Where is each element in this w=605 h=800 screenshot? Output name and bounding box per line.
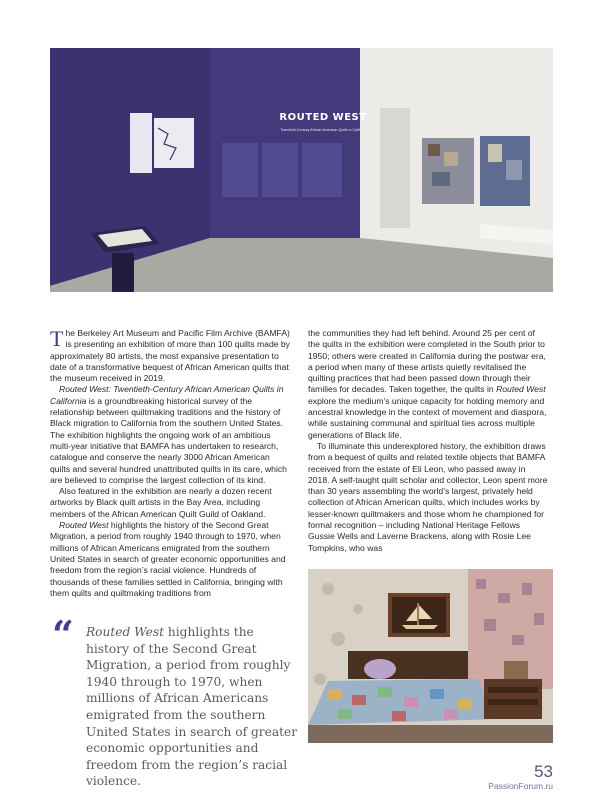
article-column-left [50,328,290,599]
page-number: 53 [534,762,553,781]
paragraph-bequest: To illuminate this underexplored history, the exhibition draws from a bequest of quilts and related textile objects that BAMFA received from the estate of Eli Leon, who passed away in 2018. A self-taught quilt scholar and collector, Leon spent more than 30 years assembling the world’s largest, privately held collection of African American quilts, which includes works by lesser-known quiltmakers and those whom he championed for formal recognition – including National Heritage Fellows Gussie Wells and Laverne Brackens, along with Rosie Lee Tompkins, who was [308,440,548,553]
wall-sign-title: ROUTED WEST [279,112,367,123]
article-column-right [308,328,548,554]
paragraph-migration-text: highlights the history of the Second Great Migration, a period from roughly 1940 through to 1970, when millions of African Americans emigrated from the southern United States in search of greater economic opportunities and freedom from the region’s racial violence. Hundreds of thousands of these families settled in California, bringing with them quilts and quiltmaking traditions from [50,520,286,598]
paragraph-communities [308,328,548,441]
paragraph-migration [50,520,290,599]
watermark-credit: PassionForum.ru [488,781,553,791]
paragraph-intro [50,328,290,384]
pull-quote-title: Routed West [86,625,165,639]
pull-quote [86,624,298,790]
paragraph-featured: Also featured in the exhibition are nearly a dozen recent artworks by Black quilt artists in the Bay Area, including members of the African American Quilt Guild of Oakland. [50,486,272,519]
pull-quote-text: highlights the history of the Second Great Migration, a period from roughly 1940 through to 1970, when millions of African Americans emigrated from the southern United States in search of greater economic opportunities and freedom from the region’s racial violence. [86,625,298,789]
wall-sign-subtitle: Twentieth-Century African American Quilts in California [280,128,368,132]
exhibition-title-inline: Routed West [496,384,546,395]
exhibition-title-short: Routed West [59,520,109,531]
bedroom-installation-photo [308,569,553,743]
gallery-illustration [50,48,553,292]
drop-cap: T [50,326,64,351]
exhibition-title-italic: Routed West: Twentieth-Century African American Quilts in California [50,384,284,406]
exhibition-gallery-photo [50,48,553,292]
bedroom-illustration [308,569,553,743]
paragraph-survey-text: is a groundbreaking historical survey of the relationship between quiltmaking traditions and the history of Black migration to California from the southern United States. The exhibition highlights the ongoing work of an ambitious multi-year initiative that BAMFA has undertaken to research, catalogue and conserve the nearly 3000 African American quilts and several hundred unattributed quilts in its care, which are believed to comprise the largest collection of its kind. [50,395,287,485]
quote-mark-icon: “ [52,612,74,657]
paragraph-survey [50,384,290,486]
paragraph-communities-a: the communities they had left behind. Around 25 per cent of the quilts in the exhibition were completed in the South prior to 1950; others were created in California during the postwar era, a period when many of these artists quietly revitalised the quilting practices that had been passed down through their families for decades. Taken together, the quilts in [308,328,546,395]
paragraph-intro-text: he Berkeley Art Museum and Pacific Film Archive (BAMFA) is presenting an exhibition of more than 100 quilts made by approximately 80 artists, the most expansive presentation to date of a transformative bequest of African American quilts that the museum received in 2019. [50,328,290,384]
paragraph-communities-b: explore the medium’s unique capacity for holding memory and ancestral knowledge in the context of movement and diaspora, while sustaining communal and spiritual ties across multiple generations of Black life. [308,395,547,440]
